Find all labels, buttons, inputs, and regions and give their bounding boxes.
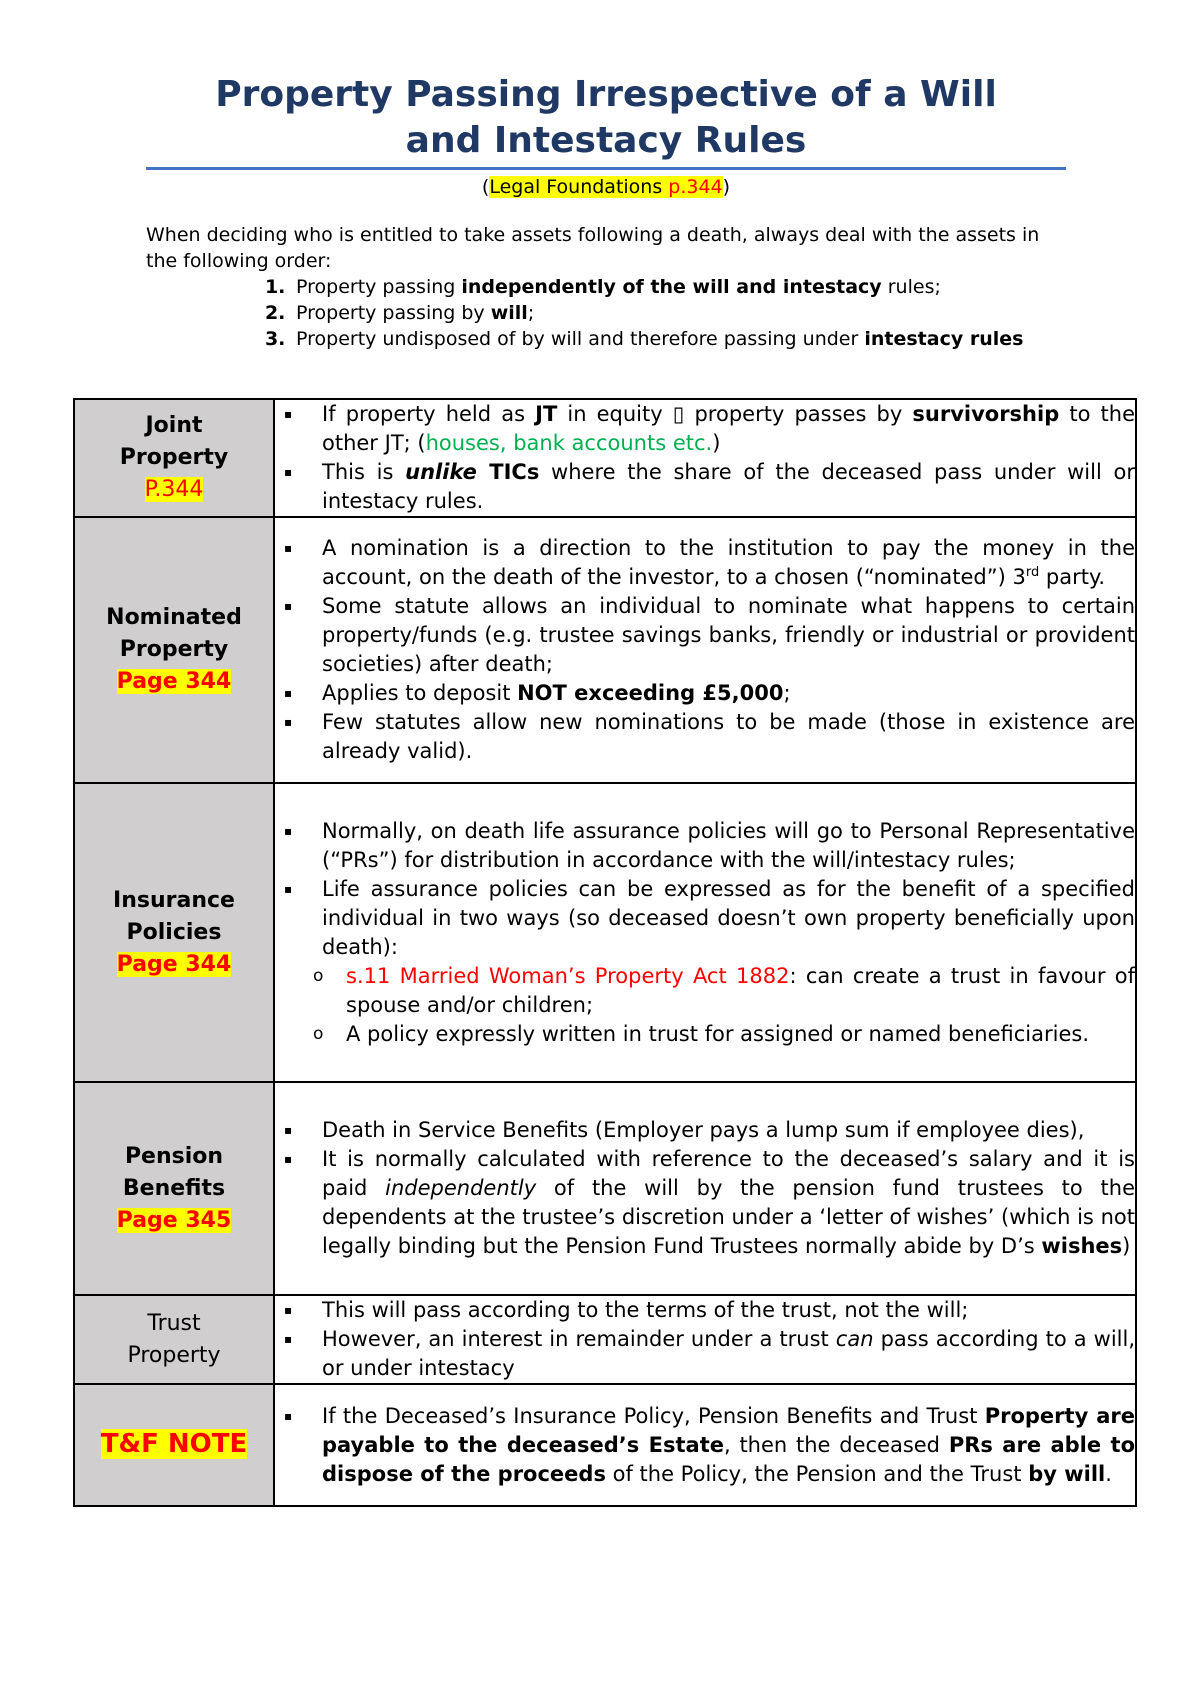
list-item: ▪ However, an interest in remainder under a trust can pass according to a will, or under intestacy <box>275 1325 1135 1383</box>
row-content-nominated <box>274 517 1136 783</box>
row-label-note <box>74 1384 274 1506</box>
arrow-symbol-icon: ▯ <box>672 402 685 426</box>
table-row-joint-property <box>74 399 1136 517</box>
list-item: ▪ It is normally calculated with reference to the deceased’s salary and it is paid independently of the will by the pension fund trustees to the dependents at the trustee’s discretion under a ‘letter of wishes’ (which is not legally binding but the Pension Fund Trustees normally abide by D’s wishes) <box>275 1145 1135 1261</box>
sub-list-item: o A policy expressly written in trust for assigned or named beneficiaries. <box>275 1020 1135 1049</box>
list-item: ▪ A nomination is a direction to the institution to pay the money in the account, on the death of the investor, to a chosen (“nominated”) 3rd party. <box>275 534 1135 592</box>
order-item-3: 3. Property undisposed of by will and therefore passing under intestacy rules <box>292 326 1076 352</box>
list-item: ▪ Death in Service Benefits (Employer pays a lump sum if employee dies), <box>275 1116 1135 1145</box>
title-line-2: and Intestacy Rules <box>405 120 807 161</box>
source-book: Legal Foundations <box>489 176 669 198</box>
sub-list-item: o s.11 Married Woman’s Property Act 1882: can create a trust in favour of spouse and/or children; <box>275 962 1135 1020</box>
intro-section <box>146 222 1076 352</box>
list-item: ▪ Life assurance policies can be expressed as for the benefit of a specified individual in two ways (so deceased doesn’t own property beneficially upon death): <box>275 875 1135 962</box>
row-content-joint <box>274 399 1136 517</box>
table-row-tf-note <box>74 1384 1136 1506</box>
intro-paragraph: When deciding who is entitled to take assets following a death, always deal with the assets in the following order: <box>146 224 1040 272</box>
row-label-trust: Trust Property <box>74 1295 274 1384</box>
list-item: ▪ Few statutes allow new nominations to be made (those in existence are already valid). <box>275 708 1135 766</box>
page-ref-nominated: Page 344 <box>116 669 232 694</box>
order-list <box>146 274 1076 352</box>
source-page: p.344 <box>668 176 723 198</box>
row-content-pension <box>274 1082 1136 1295</box>
row-content-note <box>274 1384 1136 1506</box>
property-table <box>73 398 1137 1507</box>
list-item: ▪ If the Deceased’s Insurance Policy, Pension Benefits and Trust Property are payable to the deceased’s Estate, then the deceased PRs are able to dispose of the proceeds of the Policy, the Pension and the Trust by will. <box>275 1402 1135 1489</box>
order-item-2: 2. Property passing by will; <box>292 300 1076 326</box>
table-row-pension-benefits <box>74 1082 1136 1295</box>
page-ref-pension: Page 345 <box>116 1207 232 1233</box>
title-line-1: Property Passing Irrespective of a Will <box>215 74 997 115</box>
table-row-nominated-property <box>74 517 1136 783</box>
list-item: ▪ This will pass according to the terms of the trust, not the will; <box>275 1296 1135 1325</box>
list-item: ▪ Some statute allows an individual to nominate what happens to certain property/funds (e.g. trustee savings banks, friendly or industrial or provident societies) after death; <box>275 592 1135 679</box>
list-item: ▪ Normally, on death life assurance policies will go to Personal Representative (“PRs”) for distribution in accordance with the will/intestacy rules; <box>275 817 1135 875</box>
list-item: ▪ This is unlike TICs where the share of the deceased pass under will or intestacy rules. <box>275 458 1135 516</box>
row-content-trust <box>274 1295 1136 1384</box>
page-title <box>146 72 1066 164</box>
title-underline <box>146 167 1066 170</box>
row-label-pension: Pension Benefits Page 345 <box>74 1082 274 1295</box>
row-content-insurance <box>274 783 1136 1082</box>
list-item: ▪ If property held as JT in equity ▯ property passes by survivorship to the other JT; (houses, bank accounts etc.) <box>275 400 1135 458</box>
list-item: ▪ Applies to deposit NOT exceeding £5,000; <box>275 679 1135 708</box>
row-label-joint: Joint Property P.344 <box>74 399 274 517</box>
tf-note-label: T&F NOTE <box>100 1429 248 1459</box>
table-row-insurance-policies <box>74 783 1136 1082</box>
page-ref-insurance: Page 344 <box>116 951 232 977</box>
row-label-nominated: Nominated Property Page 344 <box>74 517 274 783</box>
page-ref-joint: P.344 <box>144 477 204 502</box>
table-row-trust-property <box>74 1295 1136 1384</box>
order-item-1: 1. Property passing independently of the will and intestacy rules; <box>292 274 1076 300</box>
row-label-insurance: Insurance Policies Page 344 <box>74 783 274 1082</box>
source-reference: (Legal Foundations p.344) <box>481 176 731 198</box>
